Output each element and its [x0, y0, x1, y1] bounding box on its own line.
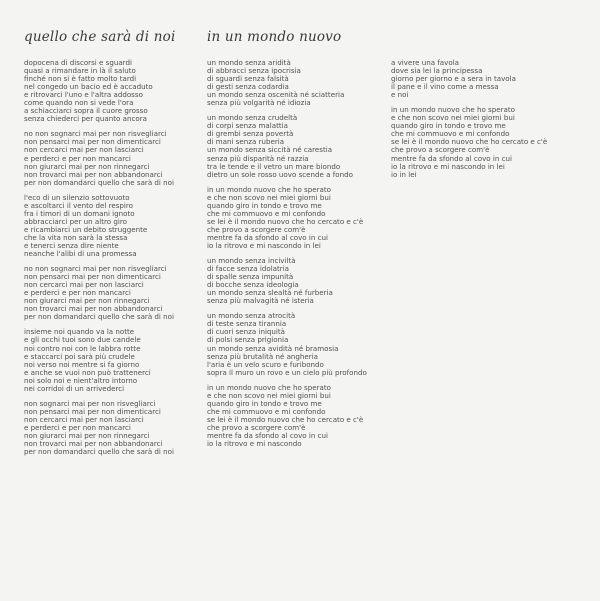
lyric-line: senza più brutalità né angheria — [207, 351, 319, 361]
lyric-line: di sguardi senza falsità — [207, 74, 289, 84]
lyric-line: che mi commuovo e mi confondo — [207, 208, 326, 218]
lyric-line: non cercarci mai per non lasciarci — [24, 414, 144, 424]
lyric-line: in un mondo nuovo che ho sperato — [391, 105, 515, 115]
lyric-line: e tenerci senza dire niente — [24, 240, 119, 250]
stanza — [207, 186, 367, 250]
lyric-line: io la ritrovo e mi nascondo in lei — [391, 161, 505, 171]
lyric-line: e anche se vuoi non può trattenerci — [24, 367, 151, 377]
lyric-line: no non sognarci mai per non risvegliarci — [24, 264, 167, 274]
lyric-line: senza chiederci per quanto ancora — [24, 114, 147, 124]
stanza — [24, 400, 174, 456]
lyric-line: un mondo senza inciviltà — [207, 256, 296, 266]
lyric-line: un mondo senza oscenità né sciatteria — [207, 90, 345, 100]
lyric-line: giorno per giorno e a sera in tavola — [391, 74, 516, 84]
lyric-line: e che non scovo nei miei giorni bui — [207, 390, 331, 400]
lyric-line: di teste senza tirannia — [207, 319, 287, 329]
lyric-line: in un mondo nuovo che ho sperato — [207, 184, 331, 194]
lyric-line: quando giro in tondo e trovo me — [207, 398, 322, 408]
stanza — [391, 59, 547, 99]
lyric-line: dove sia lei la principessa — [391, 66, 483, 76]
lyric-line: che mi commuovo e mi confondo — [207, 406, 326, 416]
lyric-line: un mondo senza crudeltà — [207, 113, 298, 123]
lyric-line: no non sognarci mai per non risvegliarci — [24, 129, 167, 139]
lyric-line: mentre fa da sfondo al covo in cui — [391, 153, 512, 163]
lyric-line: io in lei — [391, 169, 417, 179]
lyric-line: non giurarci mai per non rinnegarci — [24, 296, 150, 306]
stanza — [207, 257, 367, 305]
lyric-line: che provo a scorgere com'è — [391, 145, 490, 155]
lyric-line: di bocche senza ideologia — [207, 280, 299, 290]
stanza — [24, 328, 174, 392]
lyric-line: senza più malvagità né isteria — [207, 296, 314, 306]
stanza — [207, 114, 367, 178]
lyric-line: e ritrovarci l'uno e l'altra addosso — [24, 90, 143, 100]
lyric-line: di polsi senza prigionia — [207, 335, 289, 345]
stanza — [207, 384, 367, 448]
lyric-line: non giurarci mai per non rinnegarci — [24, 161, 150, 171]
lyric-line: per non domandarci quello che sarà di noi — [24, 177, 174, 187]
lyric-line: per non domandarci quello che sarà di noi — [24, 447, 174, 457]
lyric-line: un mondo senza siccità né carestia — [207, 145, 333, 155]
lyrics-column-2 — [207, 59, 367, 455]
lyric-line: dopocena di discorsi e sguardi — [24, 58, 132, 67]
lyric-line: non trovarci mai per non abbandonarci — [24, 439, 163, 449]
lyric-line: di corpi senza malattia — [207, 121, 288, 131]
lyric-line: di grembi senza povertà — [207, 129, 294, 139]
lyric-line: io la ritrovo e mi nascondo — [207, 439, 302, 449]
lyric-line: di cuori senza iniquità — [207, 327, 286, 337]
lyric-line: per non domandarci quello che sarà di noi — [24, 312, 174, 322]
lyric-line: che provo a scorgere com'è — [207, 224, 306, 234]
lyric-line: io la ritrovo e mi nascondo in lei — [207, 240, 321, 250]
lyric-line: a schiacciarci sopra il cuore grosso — [24, 106, 148, 116]
lyric-line: un mondo senza avidità né bramosia — [207, 343, 339, 353]
lyric-line: un mondo senza atrocità — [207, 311, 296, 321]
stanza — [207, 312, 367, 376]
lyric-line: e ricambiarci un debito struggente — [24, 224, 148, 234]
stanza — [24, 59, 174, 123]
lyric-line: noi contro noi con le labbra rotte — [24, 343, 141, 353]
lyric-line: abbracciarci per un altro giro — [24, 216, 127, 226]
lyric-line: di mani senza ruberia — [207, 137, 285, 147]
lyric-line: se lei è il mondo nuovo che ho cercato e c'è — [207, 414, 364, 424]
lyric-line: e perderci e per non mancarci — [24, 153, 131, 163]
lyric-line: un mondo senza aridità — [207, 58, 291, 67]
lyric-line: finché non si è fatto molto tardi — [24, 74, 137, 84]
lyric-line: e che non scovo nei miei giorni bui — [391, 113, 515, 123]
lyric-line: senza più disparità né razzia — [207, 153, 309, 163]
lyric-line: non pensarci mai per non dimenticarci — [24, 137, 161, 147]
stanza — [24, 194, 174, 258]
song-title-in-un-mondo-nuovo: in un mondo nuovo — [207, 29, 342, 45]
lyric-line: l'aria è un velo scuro e furibondo — [207, 359, 324, 369]
lyric-line: un mondo senza slealtà né furberia — [207, 288, 333, 298]
lyric-line: non sognarci mai per non risvegliarci — [24, 398, 156, 408]
lyric-line: se lei è il mondo nuovo che ho cercato e c'è — [207, 216, 364, 226]
lyric-line: e perderci e per non mancarci — [24, 422, 131, 432]
lyric-line: che mi commuovo e mi confondo — [391, 129, 510, 139]
lyric-line: quasi a rimandare in là il saluto — [24, 66, 136, 76]
lyric-line: come quando non si vede l'ora — [24, 98, 134, 108]
lyric-line: e che non scovo nei miei giorni bui — [207, 192, 331, 202]
lyric-line: a vivere una favola — [391, 58, 460, 67]
song-title-quello-che-sara-di-noi: quello che sarà di noi — [24, 29, 176, 45]
lyric-line: e noi — [391, 90, 409, 100]
lyric-line: fra i timori di un domani ignoto — [24, 208, 135, 218]
lyric-line: sopra il muro un rovo e un cielo più profondo — [207, 367, 367, 377]
lyric-line: in un mondo nuovo che ho sperato — [207, 382, 331, 392]
lyric-line: non trovarci mai per non abbandonarci — [24, 169, 163, 179]
lyric-line: non pensarci mai per non dimenticarci — [24, 406, 161, 416]
lyric-line: non pensarci mai per non dimenticarci — [24, 272, 161, 282]
lyric-line: non trovarci mai per non abbandonarci — [24, 304, 163, 314]
lyric-line: di spalle senza impunità — [207, 272, 294, 282]
lyric-line: quando giro in tondo e trovo me — [391, 121, 506, 131]
lyric-line: non cercarci mai per non lasciarci — [24, 280, 144, 290]
stanza — [24, 265, 174, 321]
lyrics-column-3 — [391, 59, 547, 186]
stanza — [24, 130, 174, 186]
lyric-line: e staccarci poi sarà più crudele — [24, 351, 135, 361]
stanza — [207, 59, 367, 107]
lyric-line: non giurarci mai per non rinnegarci — [24, 430, 150, 440]
lyric-line: non cercarci mai per non lasciarci — [24, 145, 144, 155]
lyric-line: se lei è il mondo nuovo che ho cercato e c'è — [391, 137, 548, 147]
lyric-line: noi solo noi e nient'altro intorno — [24, 375, 138, 385]
lyric-line: che provo a scorgere com'è — [207, 422, 306, 432]
lyric-line: il pane e il vino come a messa — [391, 82, 499, 92]
lyric-line: e perderci e per non mancarci — [24, 288, 131, 298]
lyric-line: di gesti senza codardia — [207, 82, 289, 92]
lyric-line: e ascoltarci il vento del respiro — [24, 200, 134, 210]
lyric-line: che la vita non sarà la stessa — [24, 232, 128, 242]
lyric-line: nel congedo un bacio ed è accaduto — [24, 82, 153, 92]
lyric-line: l'eco di un silenzio sottovuoto — [24, 192, 130, 202]
stanza — [391, 106, 547, 178]
lyric-line: noi verso noi mentre si fa giorno — [24, 359, 140, 369]
lyric-line: dietro un sole rosso uovo scende a fondo — [207, 169, 353, 179]
lyric-line: mentre fa da sfondo al covo in cui — [207, 232, 328, 242]
lyric-line: insieme noi quando va la notte — [24, 327, 135, 337]
lyric-line: di abbracci senza ipocrisia — [207, 66, 301, 76]
lyric-line: di facce senza idolatria — [207, 264, 290, 274]
lyrics-column-1 — [24, 59, 174, 463]
lyric-line: senza più volgarità né idiozia — [207, 98, 311, 108]
lyric-line: e gli occhi tuoi sono due candele — [24, 335, 141, 345]
lyric-line: nei corridoi di un arrivederci — [24, 383, 125, 393]
lyric-line: neanche l'alibi di una promessa — [24, 249, 137, 259]
lyric-line: mentre fa da sfondo al covo in cui — [207, 430, 328, 440]
lyric-line: quando giro in tondo e trovo me — [207, 200, 322, 210]
lyric-line: tra le tende e il vetro un mare biondo — [207, 161, 341, 171]
